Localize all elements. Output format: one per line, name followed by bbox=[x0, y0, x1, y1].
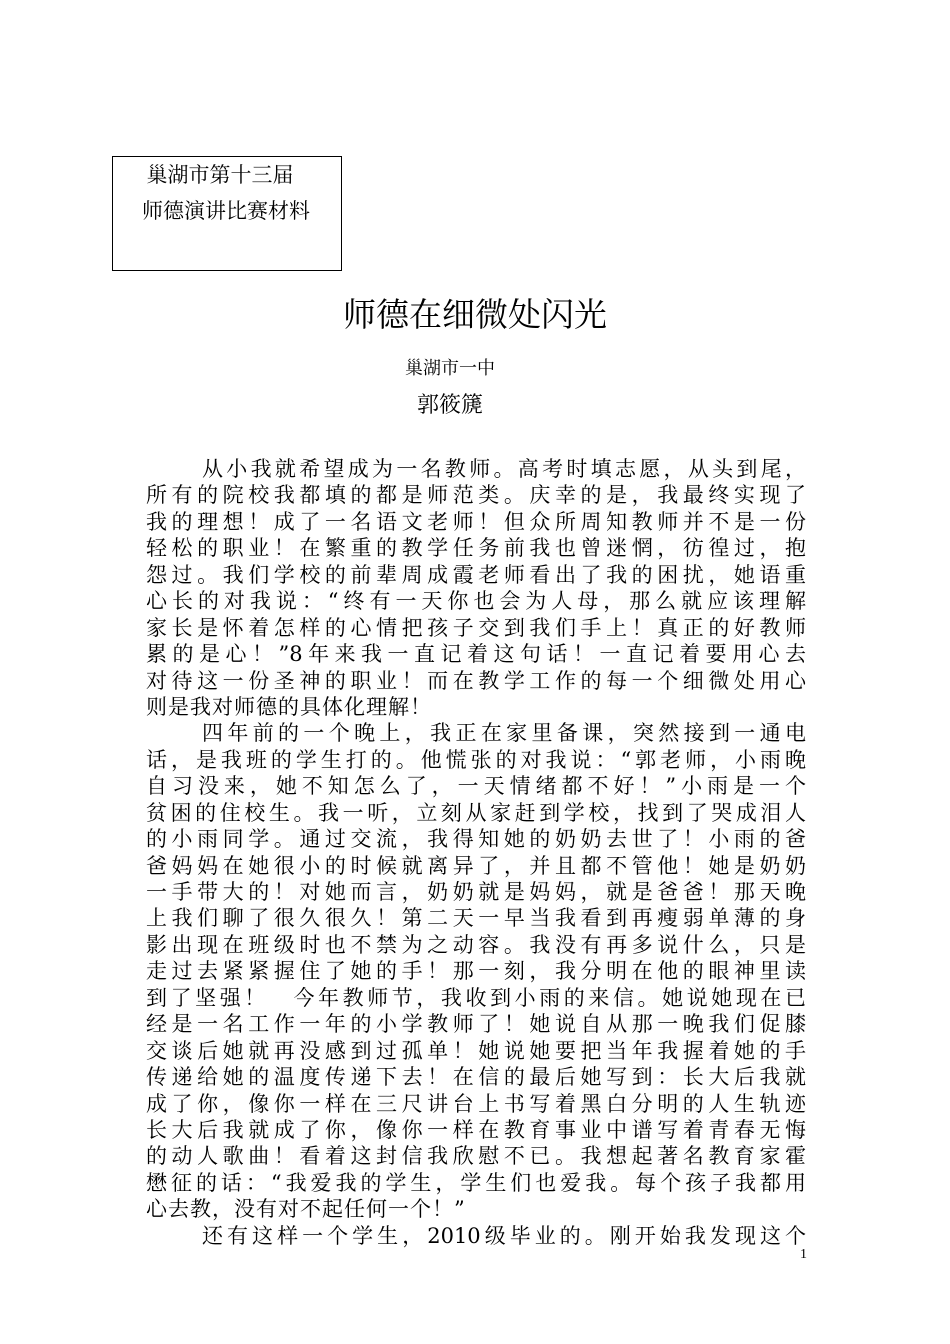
school-name: 巢湖市一中 bbox=[405, 358, 495, 379]
body-line: 贫困的住校生。我一听，立刻从家赶到学校，找到了哭成泪人 bbox=[146, 800, 806, 825]
body-line: 成了你，像你一样在三尺讲台上书写着黑白分明的人生轨迹 bbox=[146, 1091, 806, 1116]
body-line: 上我们聊了很久很久！第二天一早当我看到再瘦弱单薄的身 bbox=[146, 906, 806, 931]
author-name: 郭筱篪 bbox=[416, 393, 483, 418]
body-line: 的小雨同学。通过交流，我得知她的奶奶去世了！小雨的爸 bbox=[146, 827, 806, 852]
body-line: 我的理想！成了一名语文老师！但众所周知教师并不是一份 bbox=[146, 509, 806, 534]
body-line: 从小我就希望成为一名教师。高考时填志愿，从头到尾， bbox=[202, 457, 806, 481]
body-line: 长大后我就成了你，像你一样在教育事业中谱写着青春无悔 bbox=[146, 1117, 806, 1142]
body-line: 到了坚强！ 今年教师节，我收到小雨的来信。她说她现在已 bbox=[146, 985, 806, 1010]
body-text bbox=[146, 456, 806, 1249]
body-line: 自习没来，她不知怎么了，一天情绪都不好！”小雨是一个 bbox=[146, 774, 806, 799]
header-line-2: 师德演讲比赛材料 bbox=[142, 199, 310, 223]
body-line: 心去教，没有对不起任何一个！” bbox=[146, 1197, 466, 1222]
body-line: 爸妈妈在她很小的时候就离异了，并且都不管他！她是奶奶 bbox=[146, 853, 806, 878]
body-line: 的动人歌曲！看着这封信我欣慰不已。我想起著名教育家霍 bbox=[146, 1144, 806, 1169]
body-line: 还有这样一个学生，2010级毕业的。刚开始我发现这个 bbox=[202, 1223, 806, 1248]
body-line: 轻松的职业！在繁重的教学任务前我也曾迷惘，彷徨过，抱 bbox=[146, 536, 806, 561]
body-line: 家长是怀着怎样的心情把孩子交到我们手上！真正的好教师 bbox=[146, 615, 806, 640]
body-line: 对待这一份圣神的职业！而在教学工作的每一个细微处用心 bbox=[146, 668, 806, 693]
body-line: 话，是我班的学生打的。他慌张的对我说：“郭老师，小雨晚 bbox=[146, 747, 806, 772]
body-line: 怨过。我们学校的前辈周成霞老师看出了我的困扰，她语重 bbox=[146, 562, 806, 587]
body-line: 传递给她的温度传递下去！在信的最后她写到：长大后我就 bbox=[146, 1065, 806, 1090]
body-line: 则是我对师德的具体化理解！ bbox=[146, 694, 432, 719]
body-line: 所有的院校我都填的都是师范类。庆幸的是，我最终实现了 bbox=[146, 483, 806, 508]
header-line-1: 巢湖市第十三届 bbox=[146, 163, 294, 187]
body-line: 心长的对我说：“终有一天你也会为人母，那么就应该理解 bbox=[146, 589, 806, 614]
body-line: 影出现在班级时也不禁为之动容。我没有再多说什么，只是 bbox=[146, 932, 806, 957]
header-box bbox=[112, 156, 342, 271]
body-line: 懋征的话：“我爱我的学生，学生们也爱我。每个孩子我都用 bbox=[146, 1170, 806, 1195]
body-line: 一手带大的！对她而言，奶奶就是妈妈，就是爸爸！那天晚 bbox=[146, 880, 806, 904]
body-line: 四年前的一个晚上，我正在家里备课，突然接到一通电 bbox=[202, 721, 806, 746]
document-title: 师德在细微处闪光 bbox=[343, 295, 607, 334]
body-line: 经是一名工作一年的小学教师了！她说自从那一晚我们促膝 bbox=[146, 1012, 806, 1037]
body-line: 累的是心！”8年来我一直记着这句话！一直记着要用心去 bbox=[146, 642, 806, 667]
body-line: 走过去紧紧握住了她的手！那一刻，我分明在他的眼神里读 bbox=[146, 959, 806, 984]
page-number: 1 bbox=[800, 1247, 807, 1262]
body-line: 交谈后她就再没感到过孤单！她说她要把当年我握着她的手 bbox=[146, 1038, 806, 1063]
